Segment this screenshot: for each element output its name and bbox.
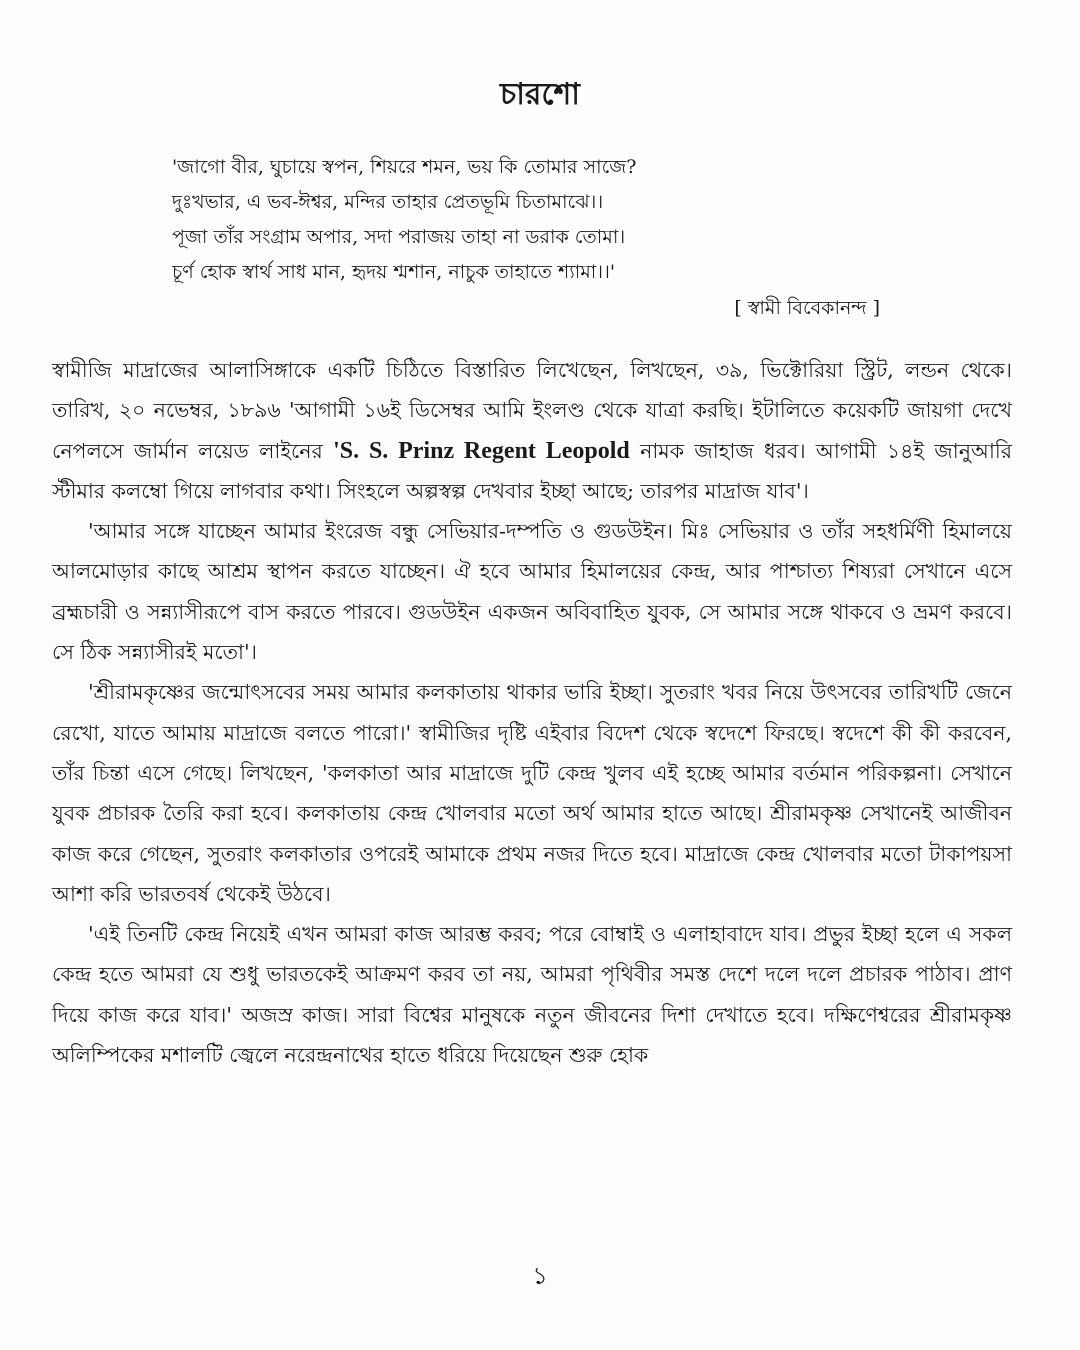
ship-name: 'S. S. Prinz Regent Leopold (333, 437, 630, 464)
paragraph-1 (52, 350, 1012, 511)
paragraph-1-text-b: নামক জাহাজ ধরব। আগামী ১৪ই জানুআরি স্টীমার কলম্বো গিয়ে লাগবার কথা। সিংহলে অল্পস্বল্প দেখবার ইচ্ছা আছে; তারপর মাদ্রাজ যাব'। (52, 438, 1013, 503)
paragraph-4: 'এই তিনটি কেন্দ্র নিয়েই এখন আমরা কাজ আরম্ভ করব; পরে বোম্বাই ও এলাহাবাদে যাব। প্রভুর ইচ্ছা হলে এ সকল কেন্দ্র হতে আমরা যে শুধু ভারতকেই আক্রমণ করব তা নয়, আমরা পৃথিবীর সমস্ত দেশে দলে দলে প্রচারক পাঠাব। প্রাণ দিয়ে কাজ করে যাব।' অজস্র কাজ। সারা বিশ্বের মানুষকে নতুন জীবনের দিশা দেখাতে হবে। দক্ষিণেশ্বরের শ্রীরামকৃষ্ণ অলিম্পিকের মশালটি জ্বেলে নরেন্দ্রনাথের হাতে ধরিয়ে দিয়েছেন শুরু হোক (52, 922, 1012, 1068)
epigraph-line: পূজা তাঁর সংগ্রাম অপার, সদা পরাজয় তাহা না ডরাক তোমা। (172, 226, 626, 248)
epigraph-line: দুঃখভার, এ ভব-ঈশ্বর, মন্দির তাহার প্রেতভূমি চিতামাঝে।। (172, 191, 604, 213)
paragraph-2: 'আমার সঙ্গে যাচ্ছেন আমার ইংরেজ বন্ধু সেভিয়ার-দম্পতি ও গুডউইন। মিঃ সেভিয়ার ও তাঁর সহধর্মিণী হিমালয়ে আলমোড়ার কাছে আশ্রম স্থাপন করতে যাচ্ছেন। ঐ হবে আমার হিমালয়ের কেন্দ্র, আর পাশ্চাত্য শিষ্যরা সেখানে এসে ব্রহ্মচারী ও সন্ন্যাসীরূপে বাস করতে পারবে। গুডউইন একজন অবিবাহিত যুবক, সে আমার সঙ্গে থাকবে ও ভ্রমণ করবে। সে ঠিক সন্ন্যাসীরই মতো'। (52, 519, 1012, 665)
paragraph-3: 'শ্রীরামকৃষ্ণের জন্মোৎসবের সময় আমার কলকাতায় থাকার ভারি ইচ্ছা। সুতরাং খবর নিয়ে উৎসবের তারিখটি জেনে রেখো, যাতে আমায় মাদ্রাজে বলতে পারো।' স্বামীজির দৃষ্টি এইবার বিদেশ থেকে স্বদেশে ফিরছে। স্বদেশে কী কী করবেন, তাঁর চিন্তা এসে গেছে। লিখছেন, 'কলকাতা আর মাদ্রাজে দুটি কেন্দ্র খুলব এই হচ্ছে আমার বর্তমান পরিকল্পনা। সেখানে যুবক প্রচারক তৈরি করা হবে। কলকাতায় কেন্দ্র খোলবার মতো অর্থ আমার হাতে আছে। শ্রীরামকৃষ্ণ সেখানেই আজীবন কাজ করে গেছেন, সুতরাং কলকাতার ওপরেই আমাকে প্রথম নজর দিতে হবে। মাদ্রাজে কেন্দ্র খোলবার মতো টাকাপয়সা আশা করি ভারতবর্ষ থেকেই উঠবে। (52, 680, 1012, 906)
epigraph-line: 'জাগো বীর, ঘুচায়ে স্বপন, শিয়রে শমন, ভয় কি তোমার সাজে? (172, 156, 637, 178)
paragraph-1-text-a: স্বামীজি মাদ্রাজের আলাসিঙ্গাকে একটি চিঠিতে বিস্তারিত লিখেছেন, লিখছেন, ৩৯, ভিক্টোরিয়া স্ট্রিট, লন্ডন থেকে। তারিখ, ২০ নভেম্বর, ১৮৯৬ 'আগামী ১৬ই ডিসেম্বর আমি ইংলণ্ড থেকে যাত্রা করছি। ইটালিতে কয়েকটি জায়গা দেখে নেপলসে জার্মান লয়েড লাইনের (52, 358, 1012, 463)
chapter-title: চারশো (500, 77, 580, 112)
epigraph-attribution: [ স্বামী বিবেকানন্দ ] (734, 297, 880, 319)
page-number: ১ (532, 1262, 548, 1290)
epigraph-poem (172, 150, 892, 290)
epigraph-line: চূর্ণ হোক স্বার্থ সাধ মান, হৃদয় শ্মশান, নাচুক তাহাতে শ্যামা।।' (172, 261, 616, 283)
body-text (52, 350, 1012, 1075)
